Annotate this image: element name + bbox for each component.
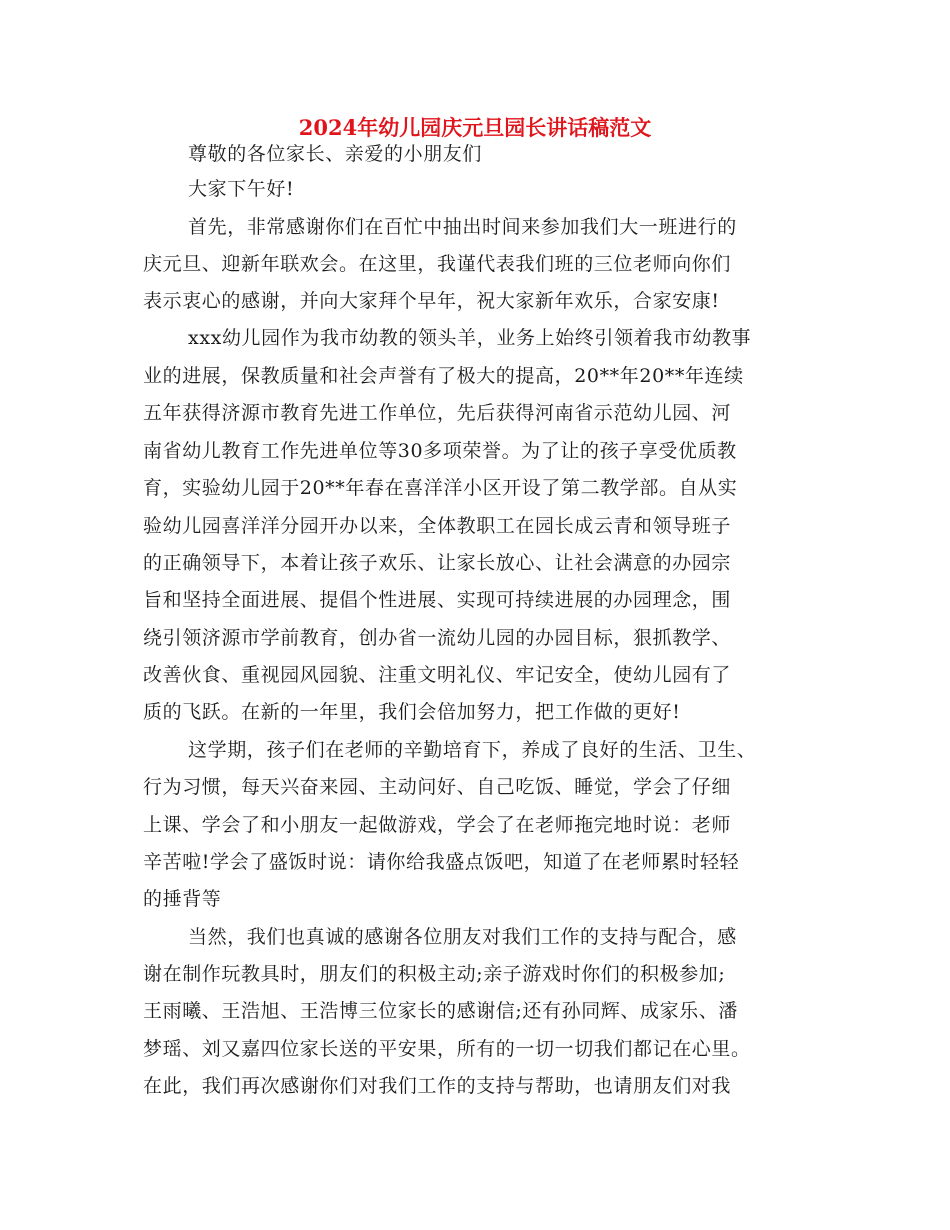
text-line: 梦瑶、刘又嘉四位家长送的平安果，所有的一切一切我们都记在心里。	[143, 1038, 751, 1060]
document-title: 2024年幼儿园庆元旦园长讲话稿范文	[298, 115, 652, 140]
text-line: 的捶背等	[143, 888, 222, 910]
text-line: 改善伙食、重视园风园貌、注重文明礼仪、牢记安全，使幼儿园有了	[143, 664, 732, 686]
text-line: 业的进展，保教质量和社会声誉有了极大的提高，20**年20**年连续	[143, 365, 744, 387]
text-line: 王雨曦、王浩旭、王浩博三位家长的感谢信;还有孙同辉、成家乐、潘	[143, 1000, 739, 1022]
text-line: 庆元旦、迎新年联欢会。在这里，我谨代表我们班的三位老师向你们	[143, 253, 732, 275]
text-line: 这学期，孩子们在老师的辛勤培育下，养成了良好的生活、卫生、	[188, 739, 757, 761]
text-line: 五年获得济源市教育先进工作单位，先后获得河南省示范幼儿园、河	[143, 402, 732, 424]
text-line: 育，实验幼儿园于20**年春在喜洋洋小区开设了第二教学部。自从实	[143, 477, 738, 499]
text-line-greeting: 大家下午好!	[188, 178, 295, 200]
text-line: 验幼儿园喜洋洋分园开办以来，全体教职工在园长成云青和领导班子	[143, 515, 732, 537]
text-line: xxx幼儿园作为我市幼教的领头羊，业务上始终引领着我市幼教事	[188, 327, 752, 349]
text-line: 在此，我们再次感谢你们对我们工作的支持与帮助，也请朋友们对我	[143, 1075, 732, 1097]
text-line: 当然，我们也真诚的感谢各位朋友对我们工作的支持与配合，感	[188, 926, 737, 948]
text-line: 南省幼儿教育工作先进单位等30多项荣誉。为了让的孩子享受优质教	[143, 440, 737, 462]
text-line: 表示衷心的感谢，并向大家拜个早年，祝大家新年欢乐，合家安康!	[143, 290, 720, 312]
text-line: 的正确领导下，本着让孩子欢乐、让家长放心、让社会满意的办园宗	[143, 552, 732, 574]
text-line: 质的飞跃。在新的一年里，我们会倍加努力，把工作做的更好!	[143, 701, 681, 723]
text-line: 绕引领济源市学前教育，创办省一流幼儿园的办园目标，狠抓教学、	[143, 627, 732, 649]
text-line: 行为习惯，每天兴奋来园、主动问好、自己吃饭、睡觉，学会了仔细	[143, 776, 732, 798]
text-line: 辛苦啦!学会了盛饭时说：请你给我盛点饭吧，知道了在老师累时轻轻	[143, 851, 740, 873]
text-line-salutation: 尊敬的各位家长、亲爱的小朋友们	[188, 143, 483, 165]
text-line: 谢在制作玩教具时，朋友们的积极主动;亲子游戏时你们的积极参加;	[143, 963, 726, 985]
text-line: 旨和坚持全面进展、提倡个性进展、实现可持续进展的办园理念，围	[143, 589, 732, 611]
text-line: 首先，非常感谢你们在百忙中抽出时间来参加我们大一班进行的	[188, 216, 737, 238]
text-line: 上课、学会了和小朋友一起做游戏，学会了在老师拖完地时说：老师	[143, 814, 732, 836]
